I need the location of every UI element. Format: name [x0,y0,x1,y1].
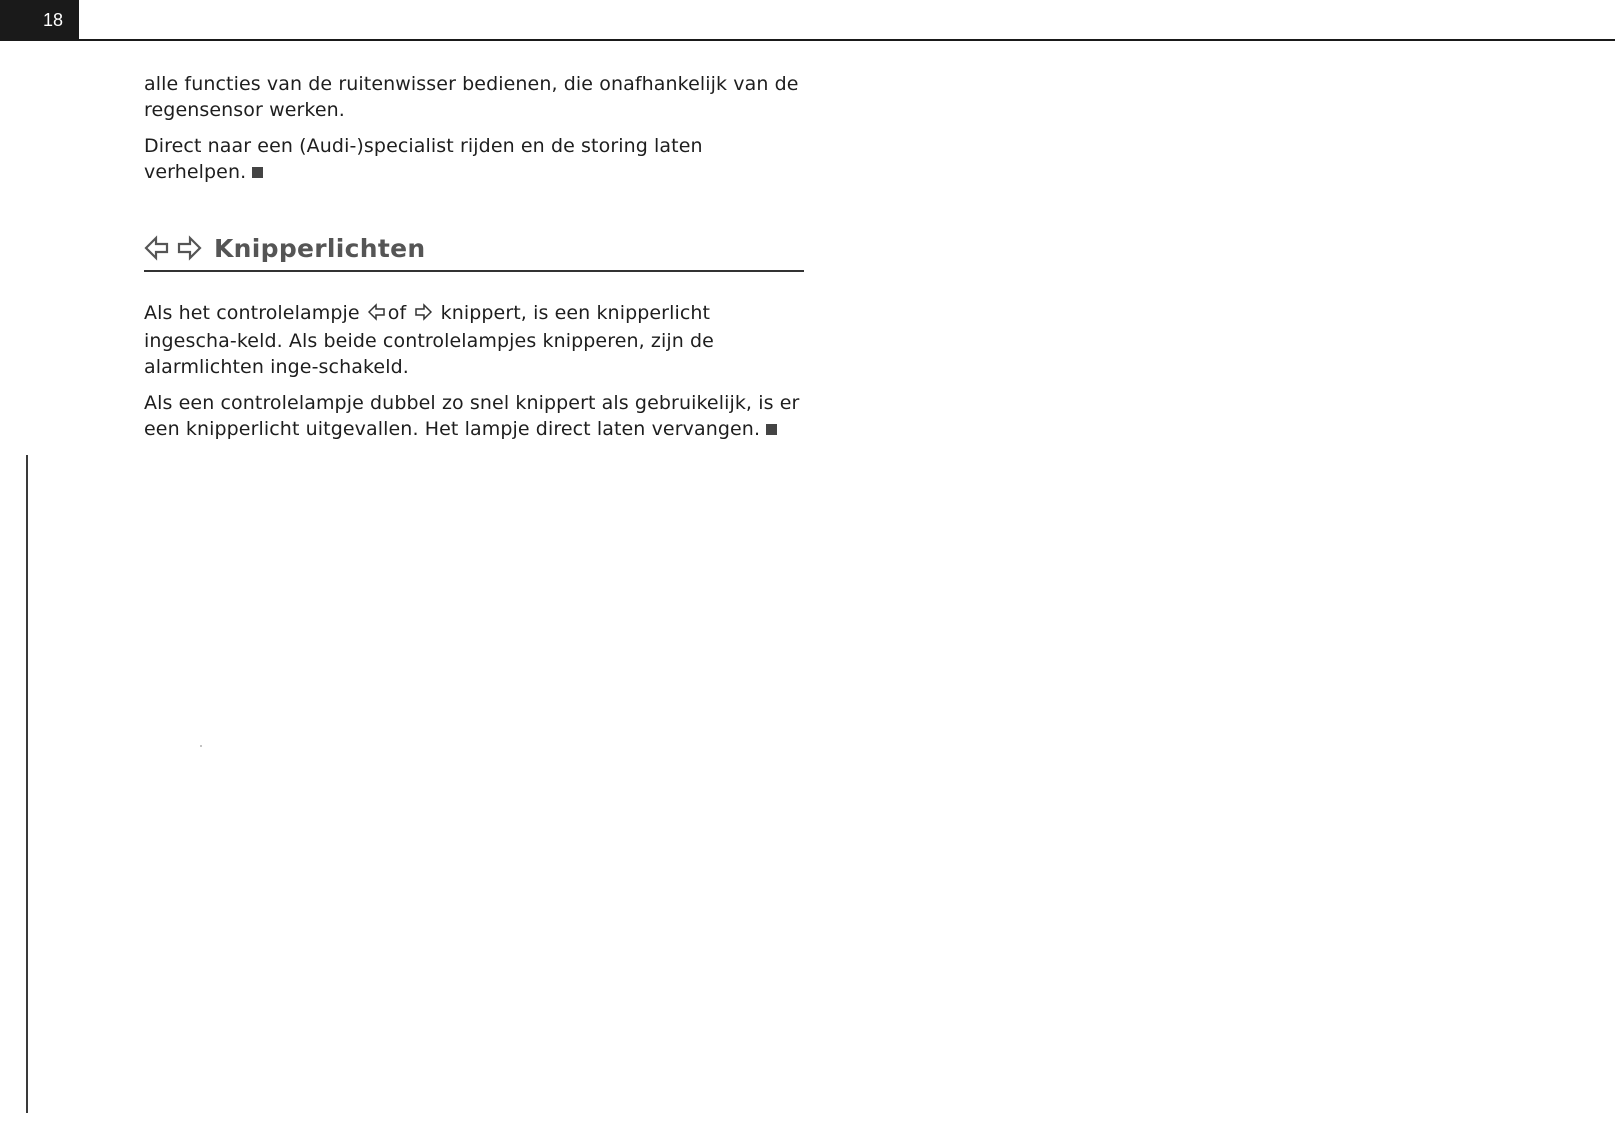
section-paragraph-1 [144,300,804,380]
intro-paragraph-1 [144,71,804,123]
turn-signal-right-icon [176,235,202,261]
section-paragraph-2-text: Als een controlelampje dubbel zo snel knippert als gebruikelijk, is er een knipperlicht uitgevallen. Het lampje direct laten vervangen. [144,392,800,440]
section-paragraph-1-part-2: of [387,302,407,324]
intro-paragraph-1-text: alle functies van de ruitenwisser bedienen, die onafhankelijk van de regensensor werken. [144,73,799,121]
page-number: 18 [0,0,79,41]
scan-speck [200,745,202,747]
section-heading [144,229,804,272]
intro-paragraph-2-text: Direct naar een (Audi-)specialist rijden en de storing laten verhelpen. [144,135,703,183]
section-paragraph-1-part-1: Als het controlelampje [144,302,360,324]
turn-signal-right-icon [414,302,432,328]
end-of-section-marker [252,167,263,178]
end-of-section-marker [766,424,777,435]
turn-signal-left-icon [368,302,386,328]
section-paragraph-2 [144,390,804,442]
intro-paragraph-2 [144,133,804,185]
header-rule [79,39,1615,41]
side-rule [26,455,28,1113]
turn-signal-left-icon [144,235,170,261]
section-body [144,300,804,442]
page-content [144,71,804,452]
section-paragraph-1-part-3: knippert, is een knipperlicht ingescha-keld. Als beide controlelampjes knipperen, zijn de alarmlichten inge-schakeld. [144,302,714,378]
section-title: Knipperlichten [214,233,426,263]
